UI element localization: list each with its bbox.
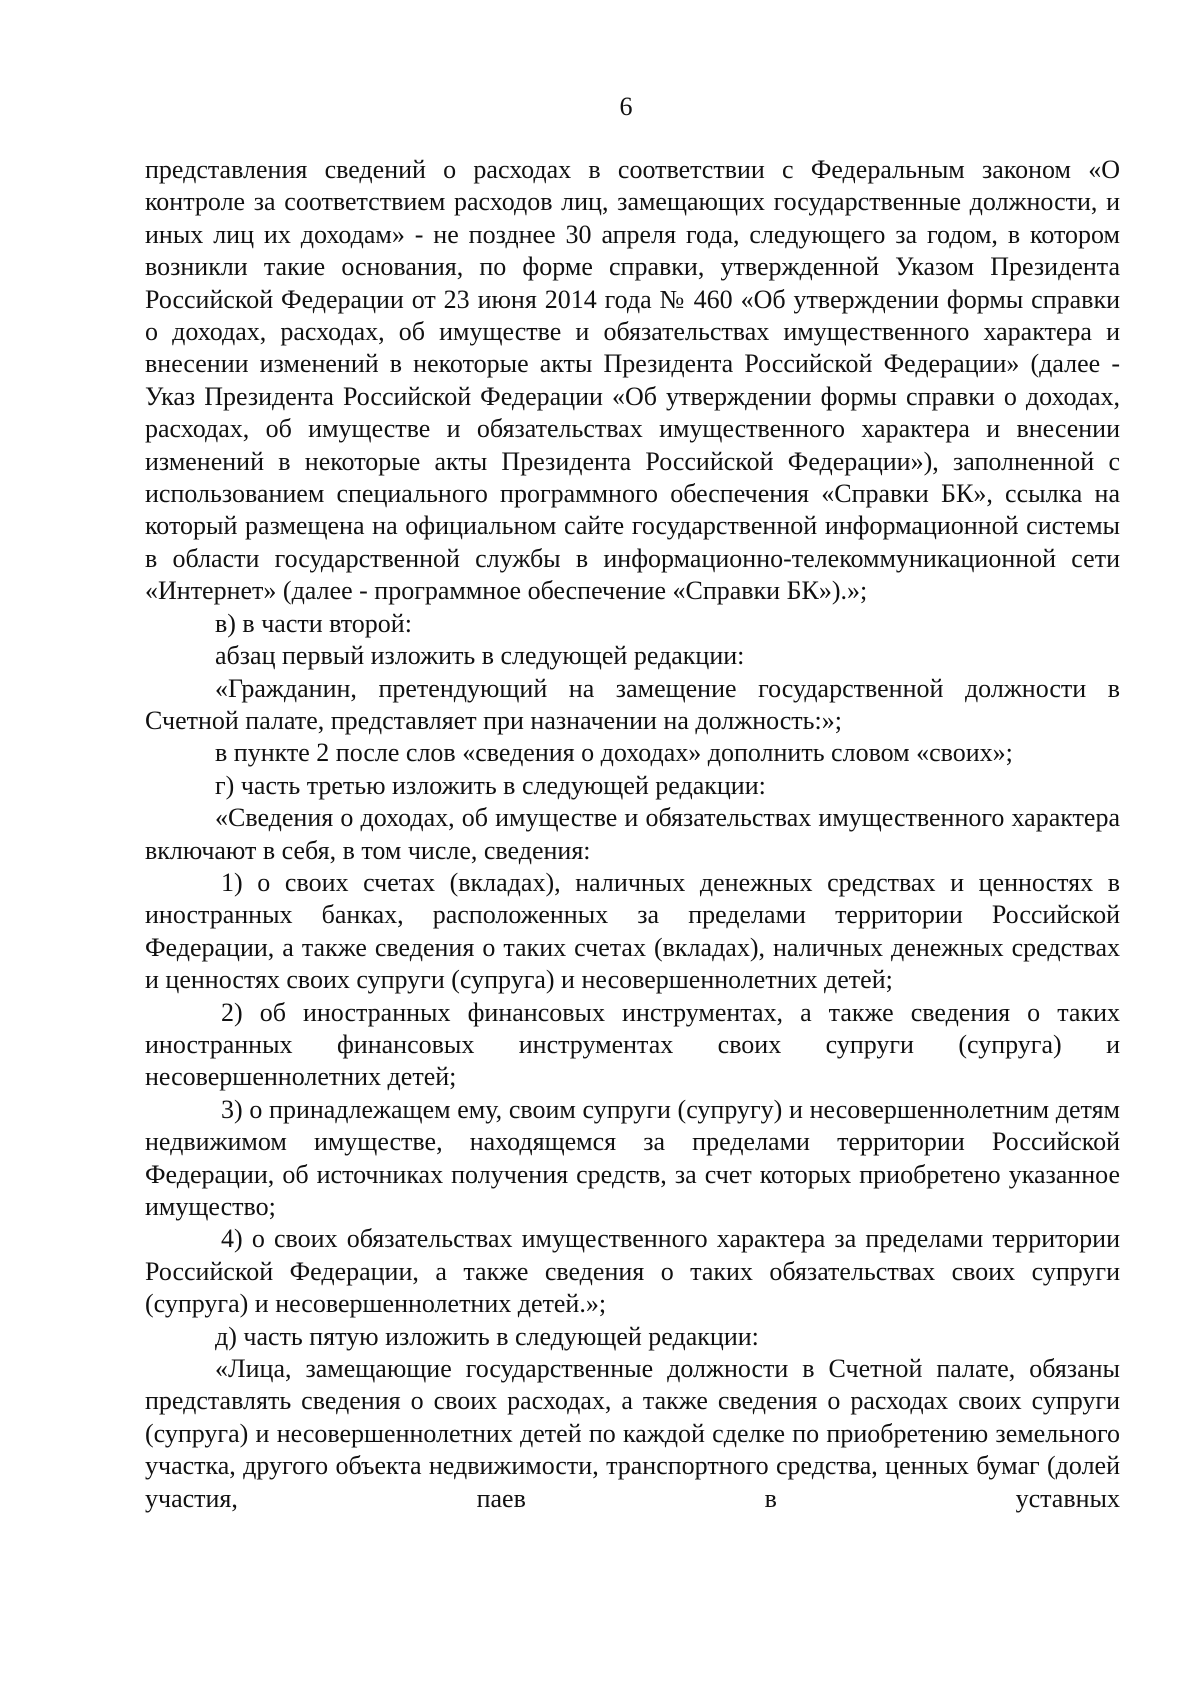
paragraph-point-2: в пункте 2 после слов «сведения о доходах» дополнить словом «своих»; (215, 738, 1013, 768)
list-item-4: 4) о своих обязательствах имущественного характера за пределами территории Российской Федерации, а также сведения о таких обязательствах своих супруги (супруга) и несовершеннолетних детей.»; (145, 1224, 1120, 1319)
paragraph-abzac: абзац первый изложить в следующей редакции: (215, 641, 745, 671)
list-item-2: 2) об иностранных финансовых инструментах, а также сведения о таких иностранных финансовых инструментах своих супруги (супруга) и несовершеннолетних детей; (145, 997, 1120, 1092)
list-item-1: 1) о своих счетах (вкладах), наличных денежных средствах и ценностях в иностранных банках, расположенных за пределами территории Российской Федерации, а также сведения о таких счетах (вкладах), наличных денежных средствах и ценностях своих супруги (супруга) и несовершеннолетних детей; (145, 867, 1120, 995)
paragraph-continuation: представления сведений о расходах в соответствии с Федеральным законом «О контроле за соответствием расходов лиц, замещающих государственные должности, и иных лиц их доходам» - не позднее 30 апреля года, следующего за годом, в котором возникли такие основания, по форме справки, утвержденной Указом Президента Российской Федерации от 23 июня 2014 года № 460 «Об утверждении формы справки о доходах, расходах, об имуществе и обязательствах имущественного характера и внесении изменений в некоторые акты Президента Российской Федерации» (далее - Указ Президента Российской Федерации «Об утверждении формы справки о доходах, расходах, об имуществе и обязательствах имущественного характера и внесении изменений в некоторые акты Президента Российской Федерации»), заполненной с использованием специального программного обеспечения «Справки БК», ссылка на который размещена на официальном сайте государственной информационной системы в области государственной службы в информационно-телекоммуникационной сети «Интернет» (далее - программное обеспечение «Справки БК»).»; (145, 155, 1120, 606)
document-body (145, 154, 1120, 1515)
paragraph-item-v: в) в части второй: (215, 608, 412, 638)
list-item-3: 3) о принадлежащем ему, своим супруги (супругу) и несовершеннолетним детям недвижимом имуществе, находящемся за пределами территории Российской Федерации, об источниках получения средств, за счет которых приобретено указанное имущество; (145, 1094, 1120, 1221)
paragraph-item-g: г) часть третью изложить в следующей редакции: (215, 770, 766, 800)
paragraph-quote-citizen: «Гражданин, претендующий на замещение государственной должности в Счетной палате, представляет при назначении на должность:»; (145, 673, 1120, 735)
paragraph-quote-info: «Сведения о доходах, об имуществе и обязательствах имущественного характера включают в себя, в том числе, сведения: (145, 803, 1120, 865)
paragraph-quote-persons: «Лица, замещающие государственные должности в Счетной палате, обязаны представлять сведения о своих расходах, а также сведения о расходах своих супруги (супруга) и несовершеннолетних детей по каждой сделке по приобретению земельного участка, другого объекта недвижимости, транспортного средства, ценных бумаг (долей участия, паев в уставных (145, 1354, 1120, 1513)
paragraph-item-d: д) часть пятую изложить в следующей редакции: (215, 1321, 759, 1351)
page-number: 6 (619, 92, 633, 121)
